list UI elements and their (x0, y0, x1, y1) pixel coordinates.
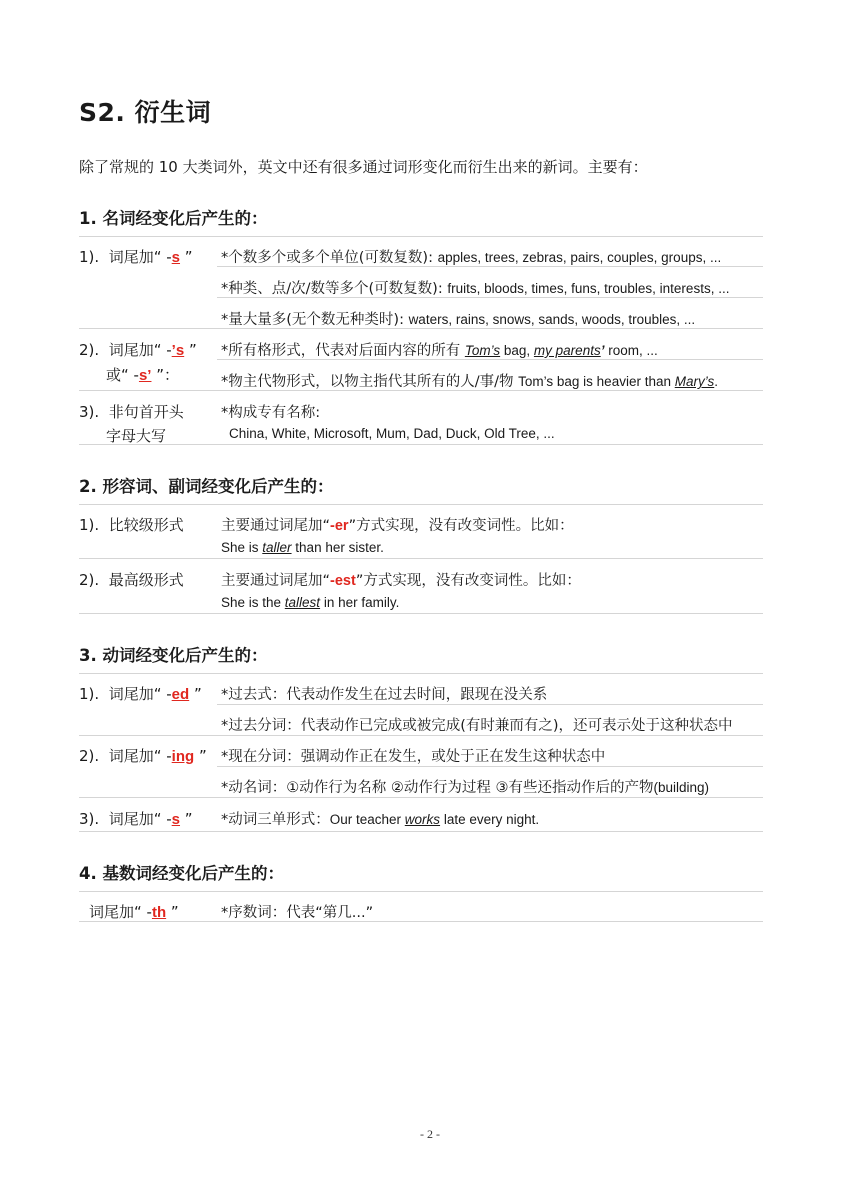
label-pre: 词尾加“ - (108, 341, 172, 359)
desc-text: *动名词：①动作行为名称 ②动作行为过程 ③有些还指动作后的产物 (221, 780, 654, 796)
s1-r1-label-post: ” (180, 248, 193, 266)
divider (79, 444, 763, 445)
example-word: works (404, 812, 441, 827)
example-text: room, ... (604, 343, 658, 358)
example-word: tallest (284, 595, 321, 610)
s1-r2-label (79, 339, 197, 360)
page-title: S2. 衍生词 (79, 98, 212, 127)
example-text: Tom’s bag is heavier than (518, 374, 675, 389)
s4-r1-desc: *序数词：代表“第几...” (221, 905, 374, 921)
s1-r2-label-2 (106, 364, 179, 385)
s1-r1-desc-3 (221, 308, 695, 329)
divider (79, 735, 763, 736)
s1-r1-desc-2 (221, 277, 729, 298)
s1-r1-label-pre: 词尾加“ - (108, 248, 172, 266)
label-text: 最高级形式 (108, 571, 184, 589)
label-text: 比较级形式 (108, 516, 184, 534)
desc-examples: waters, rains, snows, sands, woods, troubles, ... (408, 312, 696, 327)
divider (217, 359, 763, 360)
s1-r3-label (79, 401, 184, 422)
label-pre: 词尾加“ - (108, 685, 172, 703)
label-post: ” (166, 903, 179, 921)
suffix: ed (171, 686, 190, 703)
label-post: ”： (151, 366, 180, 384)
example-text: . (714, 374, 719, 389)
label-pre: 词尾加“ - (89, 903, 152, 921)
s3-r2-num: 2). (79, 747, 100, 765)
example-word: taller (262, 540, 292, 555)
s1-r3-desc-2: China, White, Microsoft, Mum, Dad, Duck, Old Tree, ... (229, 426, 555, 441)
example-text: bag, (500, 343, 534, 358)
s2-r1-label (79, 514, 184, 535)
example-text: late every night. (440, 812, 540, 827)
suffix: -er (330, 518, 349, 534)
divider (79, 797, 763, 798)
s1-r2-desc-2 (221, 370, 718, 391)
s3-r3-desc (221, 808, 539, 829)
s2-r2-example (221, 595, 399, 610)
suffix: -est (330, 573, 356, 589)
label-post: ” (189, 685, 202, 703)
s1-r3-label-2: 字母大写 (106, 427, 167, 445)
desc-text: ”方式实现，没有改变词性。比如： (348, 518, 574, 534)
intro-text: 除了常规的 10 大类词外，英文中还有很多通过词形变化而衍生出来的新词。主要有： (79, 158, 648, 176)
example-text: She is the (221, 595, 285, 610)
example-word: Mary’s (674, 374, 715, 389)
example-text: than her sister. (291, 540, 384, 555)
label-pre: 词尾加“ - (108, 810, 172, 828)
example-text: Our teacher (329, 812, 405, 827)
desc-examples: apples, trees, zebras, pairs, couples, groups, ... (437, 250, 722, 265)
s1-r3-num: 3). (79, 403, 100, 421)
s3-r1-num: 1). (79, 685, 100, 703)
suffix: s’ (138, 367, 152, 384)
s1-r2-num: 2). (79, 341, 100, 359)
s3-r1-label (79, 683, 202, 704)
desc-text: *物主代物形式，以物主指代其所有的人/事/物 (221, 374, 519, 390)
label-text: 非句首开头 (108, 403, 184, 421)
desc-text: 主要通过词尾加“ (221, 518, 331, 534)
suffix: th (151, 904, 167, 921)
s2-r2-num: 2). (79, 571, 100, 589)
s2-r2-label (79, 569, 184, 590)
s1-r1-num: 1). (79, 248, 100, 266)
s1-r2-desc-1 (221, 339, 658, 360)
s3-r1-desc-1: *过去式：代表动作发生在过去时间，跟现在没关系 (221, 687, 548, 703)
page-number: - 2 - (420, 1127, 440, 1141)
label-post: ” (180, 810, 193, 828)
desc-text: *个数多个或多个单位(可数复数): (221, 250, 438, 266)
divider (217, 704, 763, 705)
example-word: Tom’s (464, 343, 501, 358)
divider (79, 558, 763, 559)
section-3-heading: 3. 动词经变化后产生的： (79, 646, 268, 665)
s3-r2-desc-1: *现在分词：强调动作正在发生，或处于正在发生这种状态中 (221, 749, 606, 765)
s3-r2-desc-2 (221, 776, 709, 797)
label-pre: 词尾加“ - (108, 747, 172, 765)
divider (79, 236, 763, 237)
label-pre: 或“ - (106, 366, 139, 384)
desc-text: 主要通过词尾加“ (221, 573, 331, 589)
desc-text: *种类、点/次/数等多个(可数复数): (221, 281, 448, 297)
divider (79, 390, 763, 391)
s1-r1-label (79, 246, 193, 267)
desc-examples: fruits, bloods, times, funs, troubles, interests, ... (447, 281, 730, 296)
label-post: ” (184, 341, 197, 359)
desc-text: *所有格形式，代表对后面内容的所有 (221, 343, 465, 359)
divider (79, 504, 763, 505)
divider (79, 613, 763, 614)
desc-text: *量大量多(无个数无种类时): (221, 312, 409, 328)
divider (217, 266, 763, 267)
section-1-heading: 1. 名词经变化后产生的： (79, 209, 268, 228)
section-2-heading: 2. 形容词、副词经变化后产生的： (79, 477, 334, 496)
suffix: ing (171, 748, 195, 765)
section-4-heading: 4. 基数词经变化后产生的： (79, 864, 284, 883)
s2-r2-desc (221, 569, 581, 590)
suffix: ’s (171, 342, 185, 359)
divider (217, 297, 763, 298)
apostrophe: ’ (600, 343, 605, 358)
s2-r1-num: 1). (79, 516, 100, 534)
divider (217, 766, 763, 767)
s2-r1-desc (221, 514, 574, 535)
s3-r3-num: 3). (79, 810, 100, 828)
example-text: She is (221, 540, 263, 555)
desc-text: *动词三单形式： (221, 812, 330, 828)
desc-text: ”方式实现，没有改变词性。比如： (355, 573, 581, 589)
label-post: ” (194, 747, 207, 765)
s3-r3-label (79, 808, 193, 829)
s3-r2-label (79, 745, 207, 766)
s1-r3-desc-1: *构成专有名称: (221, 405, 321, 421)
s2-r1-example (221, 540, 384, 555)
suffix: s (171, 811, 181, 828)
divider (79, 921, 763, 922)
s1-r1-suffix: s (171, 249, 181, 266)
example-text: in her family. (320, 595, 400, 610)
divider (79, 328, 763, 329)
s4-r1-label (89, 901, 179, 922)
example-word: my parents (533, 343, 601, 358)
desc-examples: (building) (653, 780, 709, 795)
divider (79, 673, 763, 674)
s1-r1-desc-1 (221, 246, 721, 267)
divider (79, 831, 763, 832)
divider (79, 891, 763, 892)
s3-r1-desc-2: *过去分词：代表动作已完成或被完成(有时兼而有之)，还可表示处于这种状态中 (221, 718, 733, 734)
